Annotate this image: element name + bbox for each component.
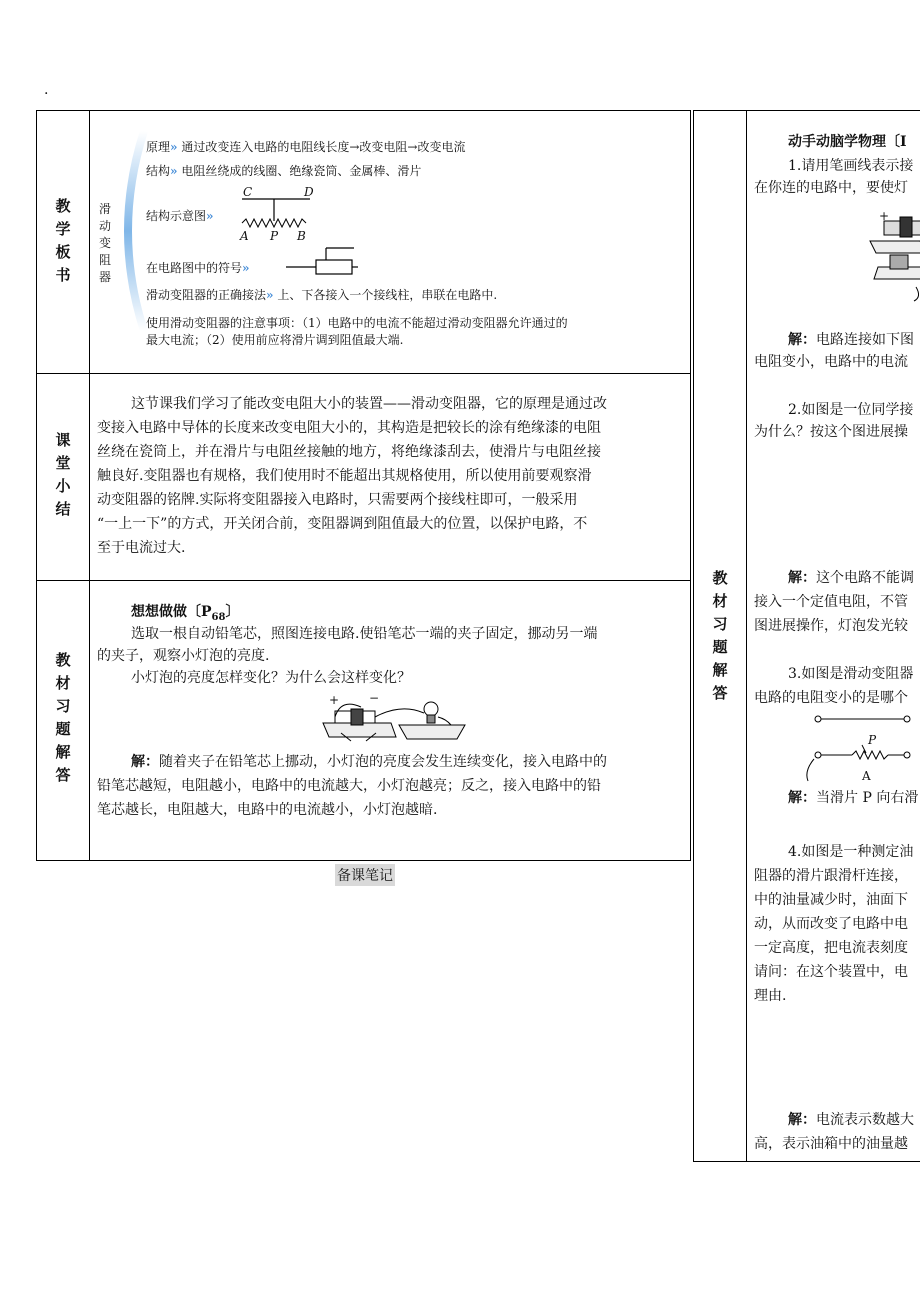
q2-line: 2.如图是一位同学接 <box>788 402 914 418</box>
q4-line: 一定高度，把电流表刻度 <box>754 940 908 956</box>
q4-line: 理由. <box>754 988 787 1004</box>
diagram-line: 结构示意图» <box>146 209 214 223</box>
side-title: 滑 动 变 阻 器 <box>98 202 111 284</box>
q4-line: 动，从而改变了电路中电 <box>754 916 908 932</box>
answer-line: 解：随着夹子在铅笔芯上挪动，小灯泡的亮度会发生连续变化，接入电路中的 <box>131 754 607 770</box>
summary-line: 丝绕在瓷筒上，并在滑片与电阻丝接触的地方，将绝缘漆刮去，使滑片与电阻丝接 <box>97 444 601 460</box>
connection-line: 滑动变阻器的正确接法» 上、下各接入一个接线柱，串联在电路中. <box>146 288 498 302</box>
right-exercise-table <box>693 110 920 1162</box>
label-b: B <box>297 229 306 243</box>
label-p: P <box>270 229 279 243</box>
q1-line: 1.请用笔画线表示接 <box>788 158 914 174</box>
summary-line: 变接入电路中导体的长度来改变电阻大小的，其构造是把较长的涂有绝缘漆的电阻 <box>97 420 601 436</box>
exercise-line: 选取一根自动铅笔芯，照图连接电路.使铅笔芯一端的夹子固定，挪动另一端 <box>131 626 598 642</box>
q4-line: 4.如图是一种测定油 <box>788 844 914 860</box>
q2-line: 为什么？按这个图进展操 <box>754 424 908 440</box>
section-label-exercises-right: 教 材 习 题 解 答 <box>712 569 728 702</box>
notes-line-1: 使用滑动变阻器的注意事项：（1）电路中的电流不能超过滑动变阻器允许通过的 <box>146 316 568 330</box>
a2-line: 图进展操作，灯泡发光较 <box>754 618 908 634</box>
exercise-line: 的夹子，观察小灯泡的亮度. <box>97 648 270 664</box>
section-label-summary: 课 堂 小 结 <box>55 431 71 518</box>
notes-line-2: 最大电流；（2）使用前应将滑片调到阻值最大端. <box>146 333 404 347</box>
minus-sign: − <box>369 691 380 705</box>
row-divider <box>37 580 690 581</box>
a4-line: 高，表示油箱中的油量越 <box>754 1136 908 1152</box>
q1-line: 在你连的电路中，要使灯 <box>754 180 908 196</box>
q3-line: 3.如图是滑动变阻器 <box>788 666 914 682</box>
a2-line: 接入一个定值电阻，不管 <box>754 594 908 610</box>
exercise-line: 小灯泡的亮度怎样变化？为什么会这样变化？ <box>131 670 411 686</box>
row-divider <box>37 373 690 374</box>
section-label-blackboard: 教 学 板 书 <box>55 197 71 284</box>
section-label-exercises: 教 材 习 题 解 答 <box>55 651 71 784</box>
structure-line: 结构» 电阻丝绕成的线圈、绝缘瓷筒、金属棒、滑片 <box>146 164 422 178</box>
label-a: A <box>240 229 249 243</box>
label-c: C <box>243 185 253 199</box>
answer-line: 铅笔芯越短，电阻越小，电路中的电流越大，小灯泡越亮；反之，接入电路中的铅 <box>97 778 601 794</box>
a2-line: 解：这个电路不能调 <box>788 570 914 586</box>
page-marker: . <box>44 82 49 98</box>
label-d: D <box>304 185 314 199</box>
a1-line: 解：电路连接如下图 <box>788 332 914 348</box>
summary-line: 触良好.变阻器也有规格，我们使用时不能超出其规格使用，所以使用前要观察滑 <box>97 468 592 484</box>
blackboard-content <box>90 111 690 373</box>
q1-circuit-figure <box>864 207 920 302</box>
symbol-line: 在电路图中的符号» <box>146 261 250 275</box>
a4-line: 解：电流表示数越大 <box>788 1112 914 1128</box>
q4-line: 中的油量减少时，油面下 <box>754 892 908 908</box>
summary-line: “一上一下”的方式，开关闭合前，变阻器调到阻值最大的位置，以保护电路，不 <box>97 516 588 532</box>
q3-label-p: P <box>868 733 877 747</box>
answer-line: 笔芯越长，电阻越大，电路中的电流越小，小灯泡越暗. <box>97 802 438 818</box>
a1-line: 电阻变小，电路中的电流 <box>754 354 908 370</box>
left-lesson-table <box>36 110 691 861</box>
q4-line: 请问：在这个装置中，电 <box>754 964 908 980</box>
a3-line: 解：当滑片 P 向右滑 <box>788 790 919 806</box>
lesson-notes-label: 备课笔记 <box>335 864 395 886</box>
q3-line: 电路的电阻变小的是哪个 <box>754 690 908 706</box>
plus-sign: + <box>329 693 340 707</box>
blue-arc <box>118 131 148 331</box>
summary-line: 动变阻器的铭牌.实际将变阻器接入电路时，只需要两个接线柱即可，一般采用 <box>97 492 578 508</box>
pencil-lead-circuit-figure <box>321 693 471 743</box>
summary-line: 至于电流过大. <box>97 540 186 556</box>
rheostat-circuit-symbol <box>286 245 366 275</box>
right-title: 动手动脑学物理〔I <box>788 134 907 150</box>
principle-line: 原理» 通过改变连入电路的电阻线长度→改变电阻→改变电流 <box>146 140 466 154</box>
q4-line: 阻器的滑片跟滑杆连接， <box>754 868 908 884</box>
q3-label-a: A <box>862 769 871 783</box>
summary-line: 这节课我们学习了能改变电阻大小的装置——滑动变阻器，它的原理是通过改 <box>131 396 607 412</box>
plus-sign: + <box>879 209 890 223</box>
exercise-title: 想想做做〔$P_{68}$〕 <box>131 604 240 623</box>
